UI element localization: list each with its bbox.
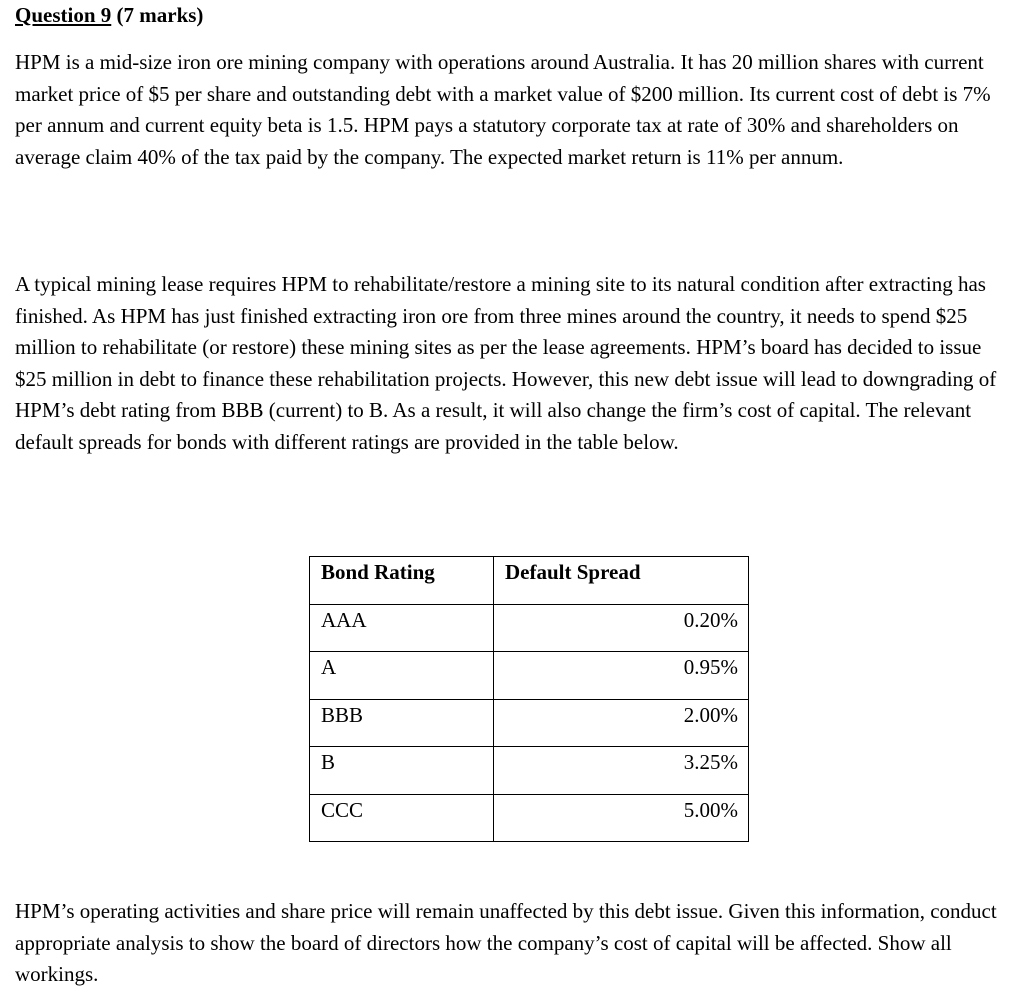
question-number: Question 9 [15,3,112,27]
paragraph-company-overview: HPM is a mid-size iron ore mining company with operations around Australia. It has 20 million shares with current market price of $5 per share and outstanding debt with a market value of $200 million. Its current cost of debt is 7% per annum and current equity beta is 1.5. HPM pays a statutory corporate tax at rate of 30% and shareholders on average claim 40% of the tax paid by the company. The expected market return is 11% per annum. [15,50,991,169]
question-marks: (7 marks) [116,3,204,27]
table-row [310,652,749,700]
table-row [310,604,749,652]
header-bond-rating: Bond Rating [310,557,494,605]
rating-cell: B [310,747,494,795]
spread-cell: 0.95% [494,652,749,700]
spread-cell: 0.20% [494,604,749,652]
paragraph-task-instructions: HPM’s operating activities and share price will remain unaffected by this debt issue. Given this information, conduct appropriate analysis to show the board of directors how the company’s cost of capital will be affected. Show all workings. [15,899,997,987]
table-header-row [310,557,749,605]
question-heading [15,1,203,29]
rating-cell: BBB [310,699,494,747]
table-row [310,794,749,842]
header-default-spread: Default Spread [494,557,749,605]
table-row [310,747,749,795]
spread-cell: 2.00% [494,699,749,747]
spread-cell: 3.25% [494,747,749,795]
rating-cell: AAA [310,604,494,652]
rating-cell: A [310,652,494,700]
paragraph-rehabilitation-debt: A typical mining lease requires HPM to rehabilitate/restore a mining site to its natural condition after extracting has finished. As HPM has just finished extracting iron ore from three mines around the country, it needs to spend $25 million to rehabilitate (or restore) these mining sites as per the lease agreements. HPM’s board has decided to issue $25 million in debt to finance these rehabilitation projects. However, this new debt issue will lead to downgrading of HPM’s debt rating from BBB (current) to B. As a result, it will also change the firm’s cost of capital. The relevant default spreads for bonds with different ratings are provided in the table below. [15,272,997,454]
spread-cell: 5.00% [494,794,749,842]
default-spread-table [309,556,749,842]
rating-cell: CCC [310,794,494,842]
table-row [310,699,749,747]
